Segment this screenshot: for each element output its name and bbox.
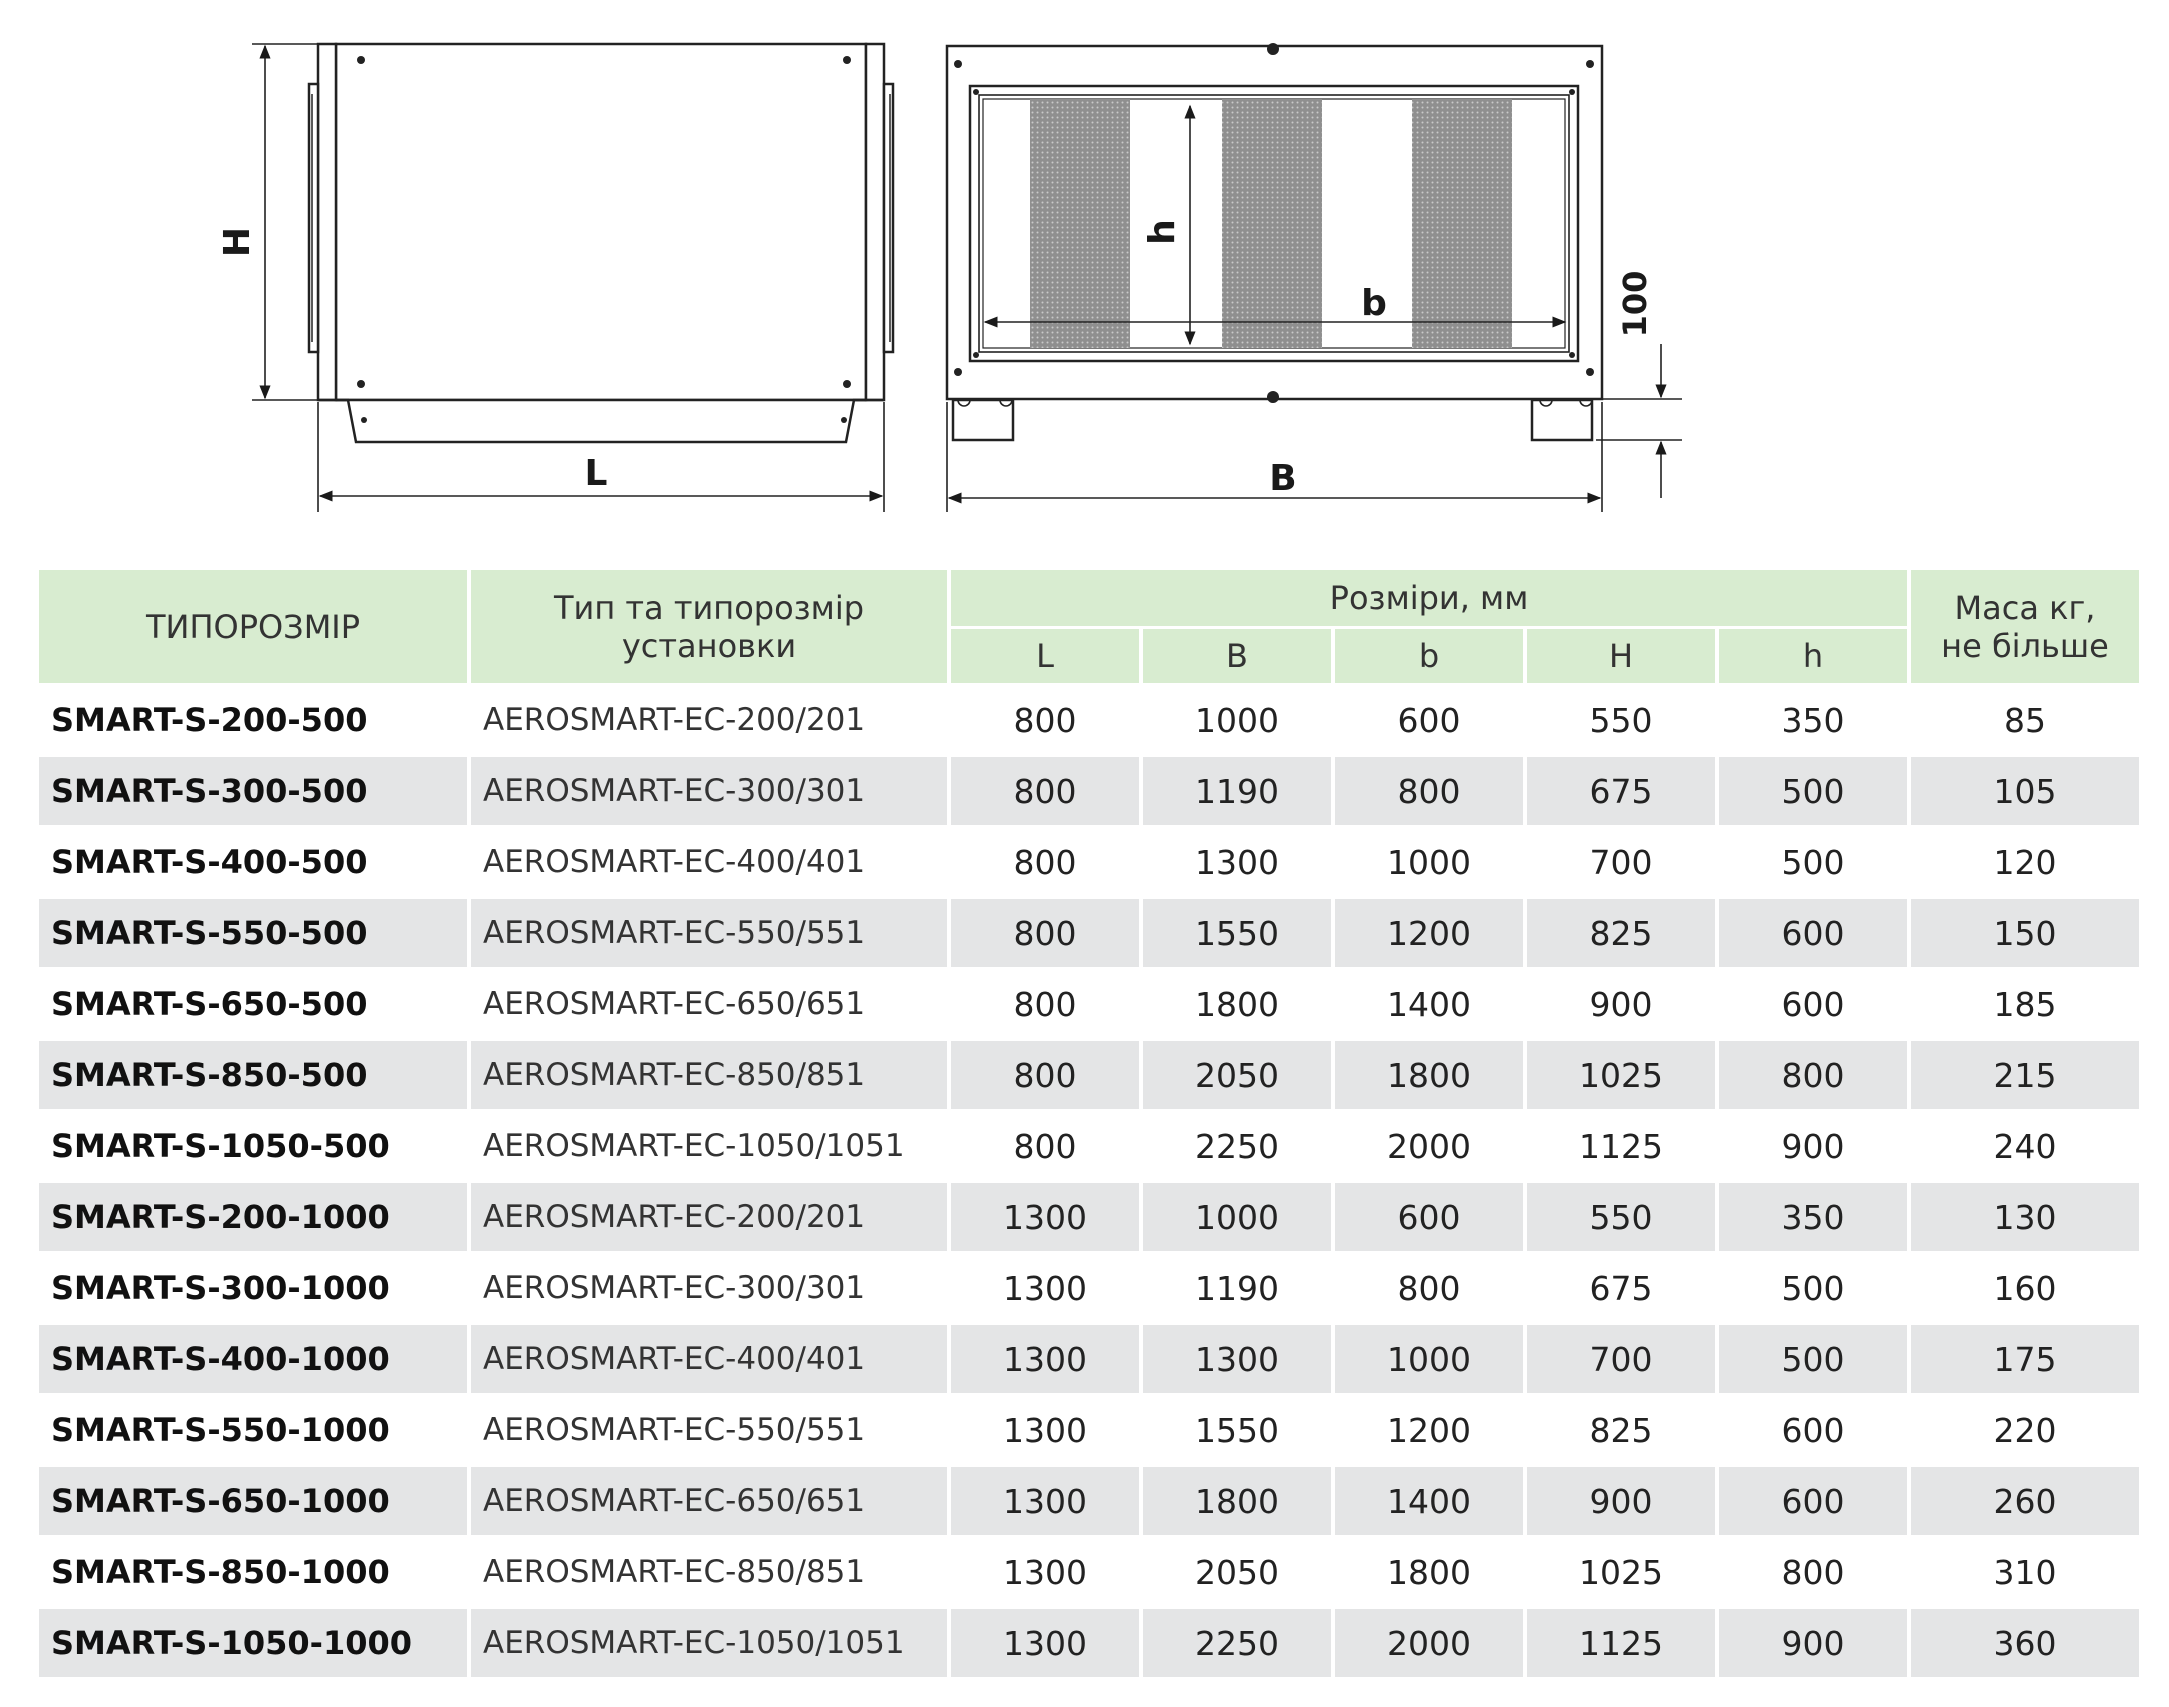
- width-label: B: [1269, 458, 1297, 499]
- cell-mass: 150: [1911, 899, 2139, 967]
- cell-size: SMART-S-400-500: [51, 843, 368, 881]
- cell-size: SMART-S-1050-1000: [39, 1609, 467, 1677]
- cell-H: 1025: [1579, 1552, 1663, 1592]
- cell-B: 1300: [1195, 842, 1279, 882]
- cell-mass: 360: [1911, 1609, 2139, 1677]
- cell-B: 1800: [1195, 984, 1279, 1024]
- filter-panel-2: [1222, 99, 1322, 348]
- cell-unit: AEROSMART-EC-1050/1051: [483, 1128, 905, 1164]
- cell-L: 800: [951, 757, 1139, 825]
- cell-mass: 215: [1911, 1041, 2139, 1109]
- cell-h: 900: [1719, 1609, 1907, 1677]
- cell-mass: 220: [1993, 1410, 2057, 1450]
- cell-H: 900: [1527, 1467, 1715, 1535]
- table-row: [39, 899, 2139, 967]
- filter-panel-3: [1412, 99, 1512, 348]
- cell-b: 800: [1397, 1268, 1461, 1308]
- cell-unit: AEROSMART-EC-650/651: [471, 1467, 947, 1535]
- cell-B: 2250: [1195, 1126, 1279, 1166]
- cell-L: 800: [1013, 700, 1077, 740]
- table-row: [39, 1041, 2139, 1109]
- filter-panel-1: [1030, 99, 1130, 348]
- table-row: [39, 1183, 2139, 1251]
- table-row: [39, 828, 2139, 896]
- cell-h: 500: [1781, 1268, 1845, 1308]
- cell-b: 1000: [1335, 1325, 1523, 1393]
- cell-mass: 260: [1911, 1467, 2139, 1535]
- header-mass: [1911, 570, 2139, 683]
- cell-h: 500: [1781, 842, 1845, 882]
- cell-B: 1550: [1143, 899, 1331, 967]
- cell-mass: 130: [1911, 1183, 2139, 1251]
- cell-h: 800: [1719, 1041, 1907, 1109]
- cell-L: 1300: [1003, 1410, 1087, 1450]
- cell-mass: 160: [1993, 1268, 2057, 1308]
- cell-unit: AEROSMART-EC-400/401: [471, 1325, 947, 1393]
- feet-height-label: 100: [1616, 270, 1654, 338]
- cell-H: 825: [1527, 899, 1715, 967]
- table-body: [39, 686, 2139, 1677]
- cell-B: 1550: [1195, 1410, 1279, 1450]
- cell-unit: AEROSMART-EC-650/651: [483, 986, 866, 1022]
- cell-unit: AEROSMART-EC-300/301: [471, 757, 947, 825]
- cell-mass: 185: [1993, 984, 2057, 1024]
- cell-L: 800: [951, 1041, 1139, 1109]
- cell-b: 600: [1397, 700, 1461, 740]
- cell-size: SMART-S-850-1000: [51, 1553, 390, 1591]
- header-dim-B: B: [1143, 629, 1331, 683]
- height-label: H: [217, 226, 258, 258]
- cell-size: SMART-S-550-500: [39, 899, 467, 967]
- cell-unit: AEROSMART-EC-550/551: [483, 1412, 866, 1448]
- table-header: [39, 570, 2139, 683]
- cell-b: 1400: [1387, 984, 1471, 1024]
- cell-mass: 175: [1911, 1325, 2139, 1393]
- cell-unit: AEROSMART-EC-400/401: [483, 844, 866, 880]
- header-size: ТИПОРОЗМІР: [39, 570, 467, 683]
- cell-unit: AEROSMART-EC-850/851: [471, 1041, 947, 1109]
- cell-B: 1000: [1143, 1183, 1331, 1251]
- length-label: L: [584, 453, 608, 494]
- drawings-svg: [0, 0, 2169, 560]
- cell-b: 2000: [1335, 1609, 1523, 1677]
- cell-unit: AEROSMART-EC-200/201: [483, 702, 866, 738]
- cell-H: 700: [1527, 1325, 1715, 1393]
- cell-h: 600: [1781, 1410, 1845, 1450]
- table-row: [39, 1467, 2139, 1535]
- cell-L: 1300: [951, 1467, 1139, 1535]
- cell-B: 2050: [1195, 1552, 1279, 1592]
- table-row: [39, 1538, 2139, 1606]
- cell-L: 1300: [951, 1183, 1139, 1251]
- cell-L: 1300: [1003, 1552, 1087, 1592]
- cell-h: 900: [1781, 1126, 1845, 1166]
- cell-H: 700: [1589, 842, 1653, 882]
- table-row: [39, 1609, 2139, 1677]
- table-row: [39, 1254, 2139, 1322]
- cell-unit: AEROSMART-EC-1050/1051: [471, 1609, 947, 1677]
- cell-L: 1300: [1003, 1268, 1087, 1308]
- cell-B: 1800: [1143, 1467, 1331, 1535]
- cell-b: 1000: [1387, 842, 1471, 882]
- cell-mass: 85: [2004, 700, 2046, 740]
- cell-H: 1125: [1579, 1126, 1663, 1166]
- header-unit: Тип та типорозмір установки: [471, 570, 947, 683]
- inner-width-label: b: [1361, 283, 1387, 324]
- side-view-right-collar: [884, 84, 893, 352]
- header-dim-L: L: [951, 629, 1139, 683]
- cell-size: SMART-S-200-1000: [39, 1183, 467, 1251]
- cell-mass: 105: [1911, 757, 2139, 825]
- cell-L: 800: [1013, 842, 1077, 882]
- front-view: [947, 43, 1602, 440]
- side-view-left-flange: [318, 44, 336, 400]
- cell-H: 1125: [1527, 1609, 1715, 1677]
- header-mass-line1: Маса кг,: [1954, 588, 2096, 627]
- cell-mass: 310: [1993, 1552, 2057, 1592]
- cell-h: 800: [1781, 1552, 1845, 1592]
- cell-b: 600: [1335, 1183, 1523, 1251]
- cell-unit: AEROSMART-EC-550/551: [471, 899, 947, 967]
- cell-H: 675: [1527, 757, 1715, 825]
- header-dim-h: h: [1719, 629, 1907, 683]
- cell-H: 825: [1589, 1410, 1653, 1450]
- side-view: [309, 44, 893, 442]
- cell-b: 1800: [1387, 1552, 1471, 1592]
- side-view-base: [336, 400, 866, 442]
- cell-mass: 240: [1993, 1126, 2057, 1166]
- cell-L: 800: [1013, 984, 1077, 1024]
- cell-unit: AEROSMART-EC-200/201: [471, 1183, 947, 1251]
- table-row: [39, 1396, 2139, 1464]
- cell-size: SMART-S-850-500: [39, 1041, 467, 1109]
- cell-unit: AEROSMART-EC-300/301: [483, 1270, 866, 1306]
- cell-size: SMART-S-300-500: [39, 757, 467, 825]
- inner-height-label: h: [1142, 219, 1183, 245]
- cell-L: 1300: [951, 1325, 1139, 1393]
- cell-h: 500: [1719, 1325, 1907, 1393]
- table-row: [39, 757, 2139, 825]
- table-row: [39, 970, 2139, 1038]
- cell-h: 350: [1781, 700, 1845, 740]
- cell-B: 1000: [1195, 700, 1279, 740]
- cell-size: SMART-S-300-1000: [51, 1269, 390, 1307]
- cell-b: 1200: [1335, 899, 1523, 967]
- cell-h: 500: [1719, 757, 1907, 825]
- cell-H: 550: [1589, 700, 1653, 740]
- cell-b: 1800: [1335, 1041, 1523, 1109]
- cell-B: 2050: [1143, 1041, 1331, 1109]
- cell-B: 2250: [1143, 1609, 1331, 1677]
- specification-table: [35, 567, 2143, 1680]
- table-row: [39, 1112, 2139, 1180]
- cell-size: SMART-S-1050-500: [51, 1127, 390, 1165]
- header-dimensions: Розміри, мм: [951, 570, 1907, 626]
- cell-B: 1190: [1143, 757, 1331, 825]
- table-row: [39, 1325, 2139, 1393]
- cell-h: 350: [1719, 1183, 1907, 1251]
- cell-L: 800: [951, 899, 1139, 967]
- cell-b: 1200: [1387, 1410, 1471, 1450]
- cell-size: SMART-S-650-1000: [39, 1467, 467, 1535]
- cell-size: SMART-S-550-1000: [51, 1411, 390, 1449]
- header-mass-line2: не більше: [1941, 626, 2109, 665]
- cell-h: 600: [1719, 1467, 1907, 1535]
- cell-size: SMART-S-650-500: [51, 985, 368, 1023]
- technical-drawings: [0, 0, 2169, 560]
- cell-unit: AEROSMART-EC-850/851: [483, 1554, 866, 1590]
- header-dim-b: b: [1335, 629, 1523, 683]
- cell-H: 550: [1527, 1183, 1715, 1251]
- cell-B: 1190: [1195, 1268, 1279, 1308]
- cell-H: 900: [1589, 984, 1653, 1024]
- cell-L: 1300: [951, 1609, 1139, 1677]
- cell-h: 600: [1719, 899, 1907, 967]
- side-view-left-collar: [309, 84, 318, 352]
- cell-mass: 120: [1993, 842, 2057, 882]
- cell-H: 675: [1589, 1268, 1653, 1308]
- cell-L: 800: [1013, 1126, 1077, 1166]
- cell-b: 1400: [1335, 1467, 1523, 1535]
- cell-size: SMART-S-400-1000: [39, 1325, 467, 1393]
- side-view-body: [336, 44, 866, 400]
- cell-H: 1025: [1527, 1041, 1715, 1109]
- cell-size: SMART-S-200-500: [51, 701, 368, 739]
- cell-B: 1300: [1143, 1325, 1331, 1393]
- cell-h: 600: [1781, 984, 1845, 1024]
- cell-b: 800: [1335, 757, 1523, 825]
- header-dim-H: H: [1527, 629, 1715, 683]
- side-view-right-flange: [866, 44, 884, 400]
- cell-b: 2000: [1387, 1126, 1471, 1166]
- table-row: [39, 686, 2139, 754]
